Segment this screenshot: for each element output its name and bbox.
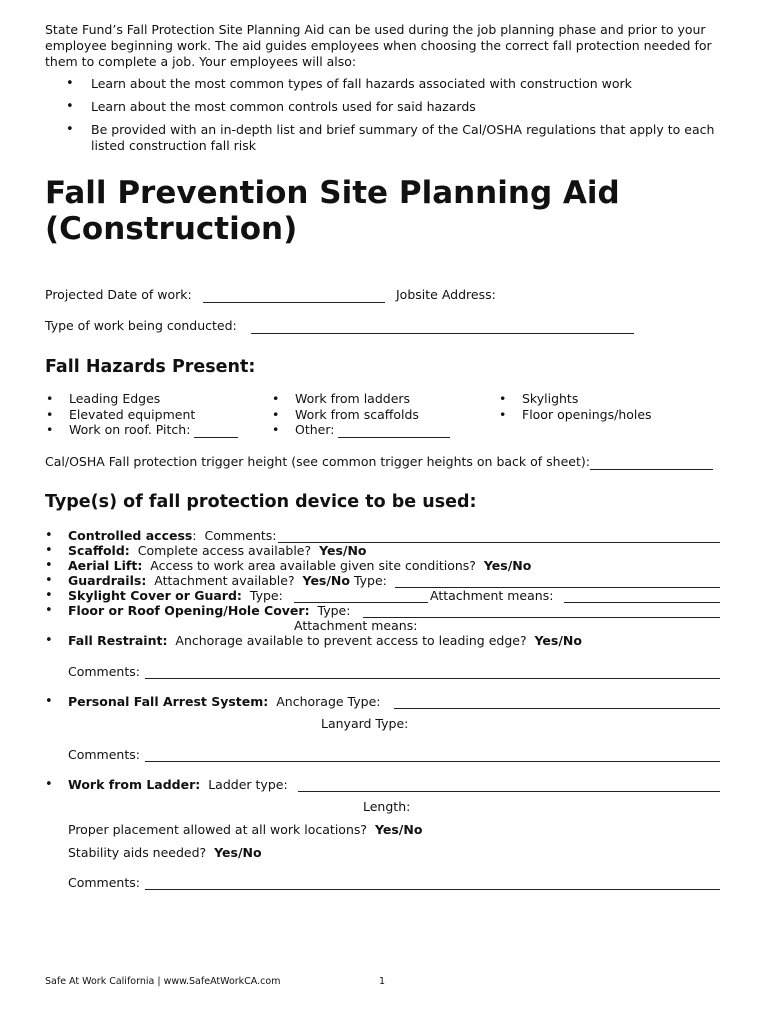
pfas-anchorage-label: Anchorage Type: bbox=[276, 694, 381, 709]
trigger-height-label: Cal/OSHA Fall protection trigger height (see common trigger heights on back of sheet): bbox=[45, 454, 590, 469]
ladder-type-label: Ladder type: bbox=[208, 777, 288, 792]
footer-site-text: Safe At Work California | www.SafeAtWorkCA.com bbox=[45, 976, 281, 987]
ladder-stability-question: Stability aids needed? bbox=[68, 845, 207, 860]
fall-hazards-heading: Fall Hazards Present: bbox=[45, 357, 256, 377]
fall-restraint-row bbox=[68, 633, 582, 648]
page-number: 1 bbox=[379, 976, 386, 987]
hazard-item: • Elevated equipment bbox=[45, 407, 238, 423]
intro-bullet: • Be provided with an in-depth list and brief summary of the Cal/OSHA regulations that apply to each listed construction fall risk bbox=[45, 122, 735, 154]
intro-bullet: • Learn about the most common types of fall hazards associated with construction work bbox=[45, 76, 735, 92]
pfas-comments-label: Comments: bbox=[68, 747, 140, 762]
aerial-lift-yes-no[interactable]: Yes/No bbox=[483, 558, 532, 573]
ladder-type-line[interactable] bbox=[298, 791, 720, 792]
bullet-icon: • bbox=[45, 603, 53, 618]
ladder-comments-line[interactable] bbox=[145, 889, 720, 890]
scaffold-question: Complete access available? bbox=[137, 543, 312, 558]
ladder-label: Work from Ladder: bbox=[68, 777, 201, 792]
pfas-anchorage-line[interactable] bbox=[394, 708, 720, 709]
ladder-row bbox=[68, 777, 288, 792]
jobsite-address-label: Jobsite Address: bbox=[396, 287, 496, 302]
skylight-attachment-label: Attachment means: bbox=[430, 588, 554, 603]
scaffold-yes-no[interactable]: Yes/No bbox=[319, 543, 367, 558]
skylight-label: Skylight Cover or Guard: bbox=[68, 588, 242, 603]
pfas-comments-line[interactable] bbox=[145, 761, 720, 762]
bullet-icon: • bbox=[45, 528, 53, 543]
pfas-row bbox=[68, 694, 380, 709]
floor-cover-row bbox=[68, 603, 350, 618]
fall-restraint-comments-line[interactable] bbox=[145, 678, 720, 679]
projected-date-line[interactable] bbox=[203, 290, 385, 303]
page-title: Fall Prevention Site Planning Aid (Construction) bbox=[45, 175, 620, 247]
fall-restraint-label: Fall Restraint: bbox=[68, 633, 168, 648]
controlled-access-label: Controlled access bbox=[68, 528, 193, 543]
ladder-placement-row bbox=[68, 822, 422, 837]
scaffold-row bbox=[68, 543, 367, 558]
hazards-col-2 bbox=[271, 391, 450, 438]
projected-date-label: Projected Date of work: bbox=[45, 287, 192, 302]
fall-restraint-yes-no[interactable]: Yes/No bbox=[534, 633, 582, 648]
skylight-attachment-line[interactable] bbox=[564, 602, 720, 603]
guardrails-row bbox=[68, 573, 387, 588]
protection-heading: Type(s) of fall protection device to be used: bbox=[45, 492, 477, 512]
bullet-icon: • bbox=[45, 633, 53, 648]
ladder-comments-label: Comments: bbox=[68, 875, 140, 890]
trigger-height-field[interactable] bbox=[45, 454, 713, 470]
guardrails-label: Guardrails: bbox=[68, 573, 147, 588]
fall-restraint-question: Anchorage available to prevent access to leading edge? bbox=[175, 633, 527, 648]
bullet-icon: • bbox=[45, 558, 53, 573]
controlled-access-row bbox=[68, 528, 277, 543]
ladder-placement-yes-no[interactable]: Yes/No bbox=[374, 822, 423, 837]
hazards-col-3 bbox=[498, 391, 652, 422]
bullet-icon: • bbox=[45, 694, 53, 709]
guardrails-type-label: Type: bbox=[353, 573, 387, 588]
hazard-item: • Work from ladders bbox=[271, 391, 450, 407]
ladder-placement-question: Proper placement allowed at all work locations? bbox=[68, 822, 368, 837]
hazard-item: • Skylights bbox=[498, 391, 652, 407]
floor-cover-attachment-label: Attachment means: bbox=[294, 618, 418, 633]
trigger-height-line[interactable] bbox=[590, 457, 713, 470]
ladder-length-label: Length: bbox=[363, 799, 411, 814]
hazard-item: • Work from scaffolds bbox=[271, 407, 450, 423]
type-of-work-line[interactable] bbox=[251, 321, 634, 334]
skylight-row bbox=[68, 588, 283, 603]
hazard-item-other bbox=[271, 422, 450, 438]
type-of-work-field[interactable] bbox=[45, 318, 634, 334]
floor-cover-type-label: Type: bbox=[317, 603, 351, 618]
hazard-roof-label: Work on roof. Pitch: bbox=[69, 422, 191, 437]
intro-bullet: • Learn about the most common controls used for said hazards bbox=[45, 99, 735, 115]
hazard-item: • Leading Edges bbox=[45, 391, 238, 407]
type-of-work-label: Type of work being conducted: bbox=[45, 318, 237, 333]
ladder-stability-yes-no[interactable]: Yes/No bbox=[214, 845, 262, 860]
bullet-icon: • bbox=[45, 573, 53, 588]
skylight-type-label: Type: bbox=[249, 588, 283, 603]
intro-bullet-list bbox=[45, 76, 735, 161]
controlled-access-comments-label: Comments: bbox=[204, 528, 277, 543]
aerial-lift-question: Access to work area available given site conditions? bbox=[150, 558, 476, 573]
guardrails-yes-no[interactable]: Yes/No bbox=[302, 573, 350, 588]
projected-date-field[interactable] bbox=[45, 287, 385, 303]
ladder-stability-row bbox=[68, 845, 262, 860]
controlled-access-colon: : bbox=[192, 528, 197, 543]
hazard-item: • Floor openings/holes bbox=[498, 407, 652, 423]
fall-restraint-comments-label: Comments: bbox=[68, 664, 140, 679]
bullet-icon: • bbox=[45, 543, 53, 558]
floor-cover-label: Floor or Roof Opening/Hole Cover: bbox=[68, 603, 310, 618]
pfas-label: Personal Fall Arrest System: bbox=[68, 694, 269, 709]
hazards-col-1 bbox=[45, 391, 238, 438]
hazard-other-label: Other: bbox=[295, 422, 335, 437]
scaffold-label: Scaffold: bbox=[68, 543, 130, 558]
pfas-lanyard-label: Lanyard Type: bbox=[321, 716, 409, 731]
pitch-line[interactable] bbox=[194, 425, 238, 438]
hazard-item-roof bbox=[45, 422, 238, 438]
bullet-icon: • bbox=[45, 777, 53, 792]
aerial-lift-row bbox=[68, 558, 531, 573]
aerial-lift-label: Aerial Lift: bbox=[68, 558, 143, 573]
guardrails-question: Attachment available? bbox=[154, 573, 295, 588]
intro-paragraph: State Fund’s Fall Protection Site Planning Aid can be used during the job planning phase and prior to your employee beginning work. The aid guides employees when choosing the correct fall protection needed for them to complete a job. Your employees will also: bbox=[45, 22, 712, 69]
other-line[interactable] bbox=[338, 425, 450, 438]
bullet-icon: • bbox=[45, 588, 53, 603]
